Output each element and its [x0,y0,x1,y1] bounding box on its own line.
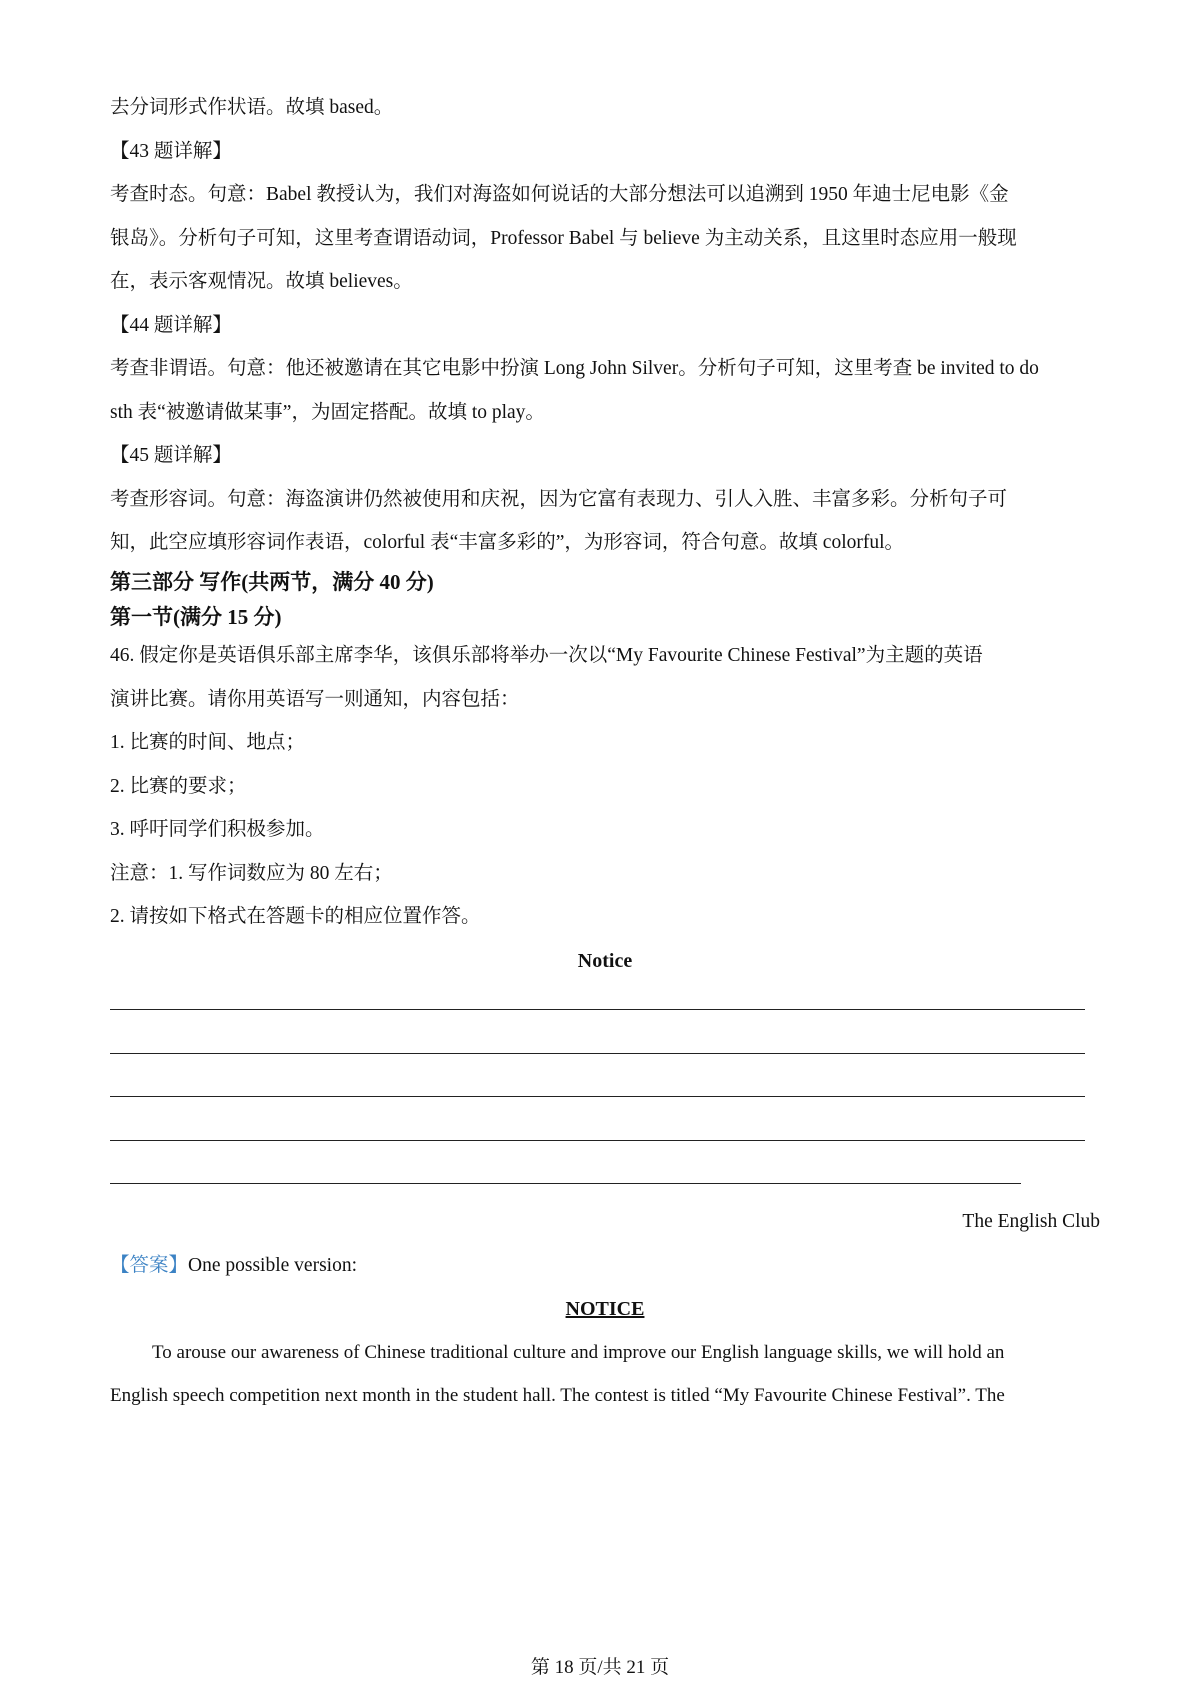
heading-q45: 【45 题详解】 [110,445,232,466]
essay-line: To arouse our awareness of Chinese traditional culture and improve our English language skills, we will hold an [152,1342,1005,1363]
signature-club: The English Club [962,1211,1100,1232]
paragraph-line: 考查形容词。句意：海盗演讲仍然被使用和庆祝，因为它富有表现力、引人入胜、丰富多彩。分析句子可 [110,489,1008,510]
question-46-line: 演讲比赛。请你用英语写一则通知，内容包括： [110,689,520,710]
paragraph-line: 知，此空应填形容词作表语，colorful 表“丰富多彩的”，为形容词，符合句意。故填 colorful。 [110,532,905,553]
answer-line [110,1253,1100,1279]
answer-blank-line [110,1009,1085,1010]
answer-blank-line [110,1096,1085,1097]
paragraph-line: 在，表示客观情况。故填 believes。 [110,271,413,292]
paragraph-line: 去分词形式作状语。故填 based。 [110,97,394,118]
answer-blank-line [110,1053,1085,1054]
page-footer: 第 18 页/共 21 页 [530,1657,670,1678]
question-46-line: 46. 假定你是英语俱乐部主席李华，该俱乐部将举办一次以“My Favourite Chinese Festival”为主题的英语 [110,645,983,666]
notice-heading: Notice [577,950,633,972]
requirement-item: 2. 比赛的要求； [110,776,247,797]
requirement-item: 3. 呼吁同学们积极参加。 [110,819,325,840]
paragraph-line: sth 表“被邀请做某事”，为固定搭配。故填 to play。 [110,402,545,423]
note-line: 注意：1. 写作词数应为 80 左右； [110,863,393,884]
answer-intro: One possible version: [188,1255,357,1276]
answer-tag: 【答案】 [110,1255,189,1276]
notice-answer-heading: NOTICE [565,1298,645,1320]
note-line: 2. 请按如下格式在答题卡的相应位置作答。 [110,906,481,927]
paragraph-line: 银岛》。分析句子可知，这里考查谓语动词，Professor Babel 与 believe 为主动关系，且这里时态应用一般现 [110,228,1017,249]
requirement-item: 1. 比赛的时间、地点； [110,732,306,753]
heading-q43: 【43 题详解】 [110,141,232,162]
answer-blank-line [110,1140,1085,1141]
section-heading-sec1: 第一节(满分 15 分) [110,605,282,629]
essay-line: English speech competition next month in the student hall. The contest is titled “My Favourite Chinese Festival”. The [110,1385,1005,1406]
paragraph-line: 考查时态。句意：Babel 教授认为，我们对海盗如何说话的大部分想法可以追溯到 1950 年迪士尼电影《金 [110,184,1009,205]
heading-q44: 【44 题详解】 [110,315,232,336]
paragraph-line: 考查非谓语。句意：他还被邀请在其它电影中扮演 Long John Silver。分析句子可知，这里考查 be invited to do [110,358,1039,379]
section-heading-part3: 第三部分 写作(共两节，满分 40 分) [110,570,434,594]
answer-blank-line [110,1183,1021,1184]
